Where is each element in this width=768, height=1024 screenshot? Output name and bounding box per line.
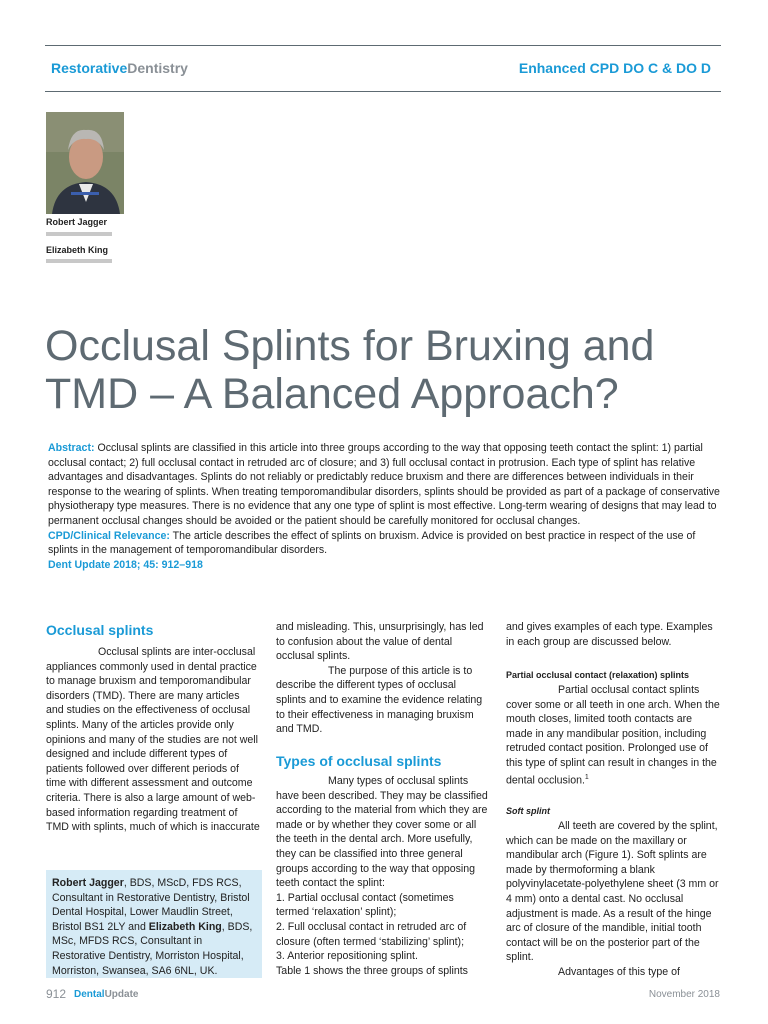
abstract-label: Abstract: (48, 442, 95, 454)
column-2a (276, 620, 488, 737)
column-3c (506, 819, 720, 980)
author-name: Robert Jagger (46, 217, 108, 227)
header-bottom-rule (45, 91, 721, 92)
list-item: 1. Partial occlusal contact (sometimes termed ‘relaxation’ splint); (276, 891, 454, 919)
author-underline (46, 259, 112, 263)
section-label: RestorativeDentistry (51, 60, 188, 76)
issue-date: November 2018 (648, 989, 720, 1000)
column-2b (276, 774, 488, 978)
author-underline (46, 232, 112, 236)
column-3b (506, 683, 720, 788)
author-photo (46, 112, 124, 214)
section-heading: Occlusal splints (46, 622, 154, 638)
subheading: Soft splint (506, 806, 550, 816)
paragraph: Partial occlusal contact splints cover some or all teeth in one arch. When the mouth closes, limited tooth contacts are made in any mandibular position, including retruded contact position. Prolonged use of this type of splint can result in changes in the dental occlusion.$^1$ (506, 684, 720, 787)
header-top-rule (45, 45, 721, 46)
column-3a (506, 620, 720, 649)
cpd-relevance-label: CPD/Clinical Relevance: (48, 529, 170, 542)
article-title: Occlusal Splints for Bruxing and TMD – A Balanced Approach? (45, 321, 655, 418)
reference-marker: 1 (584, 773, 589, 781)
author-name: Elizabeth King (46, 245, 109, 255)
abstract-text: Occlusal splints are classified in this article into three groups according to the way that opposing teeth contact the splint: 1) partial occlusal contact; 2) full occlusal contact in retruded arc of closure; and 3) full occlusal contact in protrusion. Each type of splint has relative advantages and disadvantages. Splints do not reliably or predictably reduce bruxism and there are differences between individuals in their response to the wearing of splints. When treating temporomandibular disorders, splints should be provided as part of a package of conservative physiotherapy type measures. There is no evidence that any one type of splint is most effective. Long-term wearing of designs that may lead to permanent occlusal changes should be avoided or the patient should be carefully monitored for occlusal changes. (48, 442, 720, 527)
affiliation-text: , BDS, MScD, FDS RCS, Consultant in Restorative Dentistry, Bristol Dental Hospital, Lower Maudlin Street, Bristol BS1 2LY and (52, 877, 250, 933)
subheading: Partial occlusal contact (relaxation) splints (506, 670, 690, 680)
affiliation-text: , BDS, MSc, MFDS RCS, Consultant in Restorative Dentistry, Morriston Hospital, Morriston, Swansea, SA6 6NL, UK. (52, 920, 253, 977)
magazine-name: DentalUpdate (74, 989, 139, 1000)
section-heading: Types of occlusal splints (276, 753, 442, 769)
paragraph: and misleading. This, unsurprisingly, has led to confusion about the value of dental occlusal splints. (276, 621, 484, 663)
paragraph: The purpose of this article is to describe the different types of occlusal splints and to examine the evidence relating to their effectiveness in managing bruxism and TMD. (276, 664, 483, 736)
affiliation-name: Robert Jagger (52, 877, 124, 889)
paragraph: Advantages of this type of (558, 965, 680, 978)
affiliation-name: Elizabeth King (148, 920, 222, 933)
page-number: 912 (46, 987, 67, 1001)
cpd-label: Enhanced CPD DO C & DO D (518, 60, 711, 76)
cpd-relevance-text: The article describes the effect of splints on bruxism. Advice is provided on best practice in respect of the use of splints in the management of temporomandibular disorders. (48, 529, 696, 557)
column-1 (46, 645, 260, 835)
paragraph: and gives examples of each type. Examples in each group are discussed below. (506, 621, 713, 648)
paragraph: Many types of occlusal splints have been described. They may be classified according to the material from which they are made or by whether they cover some or all the teeth in the dental arch. More usefully, they can be classified into three general groups according to the way that opposing teeth contact the splint: (276, 775, 488, 890)
list-item: 2. Full occlusal contact in retruded arc of closure (often termed ‘stabilizing’ splint); (276, 920, 467, 948)
list-item: 3. Anterior repositioning splint. (276, 950, 418, 963)
author-affiliation-box (46, 870, 262, 978)
citation: Dent Update 2018; 45: 912–918 (48, 558, 203, 571)
paragraph: Occlusal splints are inter-occlusal appliances commonly used in dental practice to manage bruxism and temporomandibular disorders (TMD). There are many articles and studies on the effectiveness of occlusal splints. Many of the articles provide only opinions and many of the studies are not well designed and include different types of patients followed over different periods of time with different assessment and outcome criteria. There is also a large amount of web-based information regarding treatment of TMD with splints, much of which is inaccurate (46, 646, 260, 834)
paragraph: Table 1 shows the three groups of splints (276, 964, 468, 977)
paragraph: All teeth are covered by the splint, which can be made on the maxillary or mandibular arch (Figure 1). Soft splints are made by thermoforming a blank polyvinylacetate-polyethylene sheet (3 mm or 4 mm) onto a dental cast. No occlusal adjustment is made. As a result of the hinge arc of closure of the mandible, initial tooth contact will be on the posterior part of the splint. (506, 820, 719, 964)
abstract (48, 441, 720, 572)
